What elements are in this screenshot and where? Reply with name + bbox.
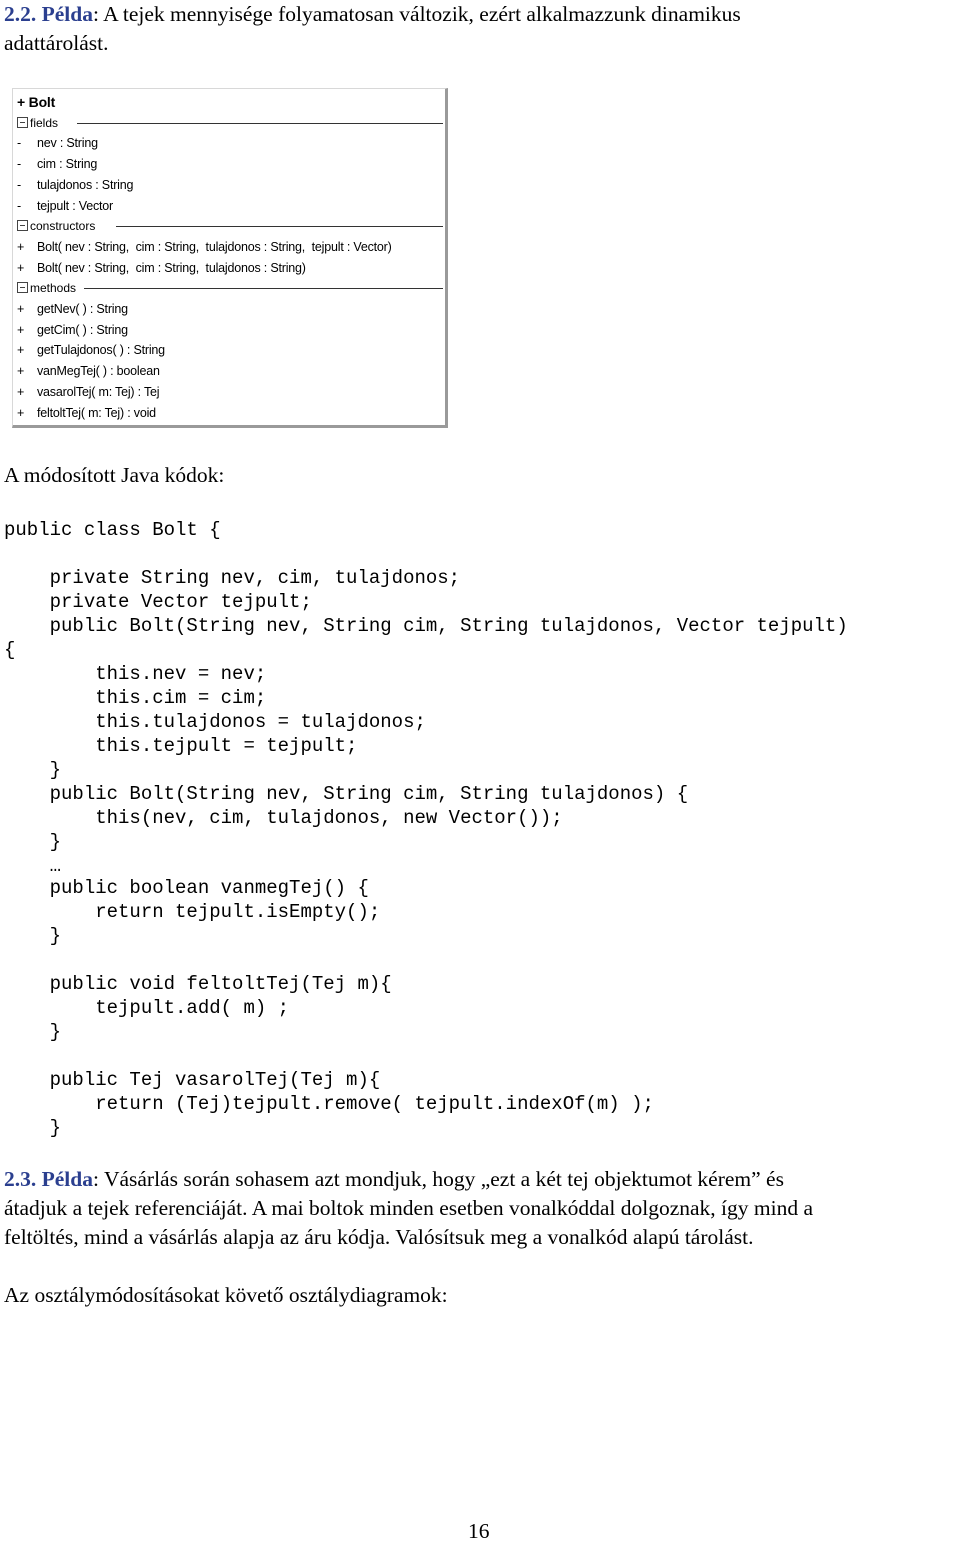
code-line: private Vector tejpult;: [4, 591, 312, 613]
method-row: [17, 342, 165, 358]
code-line: }: [4, 759, 62, 781]
constructor-row: [17, 260, 306, 276]
public-visibility-marker: +: [17, 405, 25, 420]
public-visibility-marker: +: [17, 239, 25, 254]
fields-section-label: fields: [30, 115, 59, 130]
constructor-row-text: Bolt( nev : String, cim : String, tulajdonos : String, tejpult : Vector): [37, 239, 392, 254]
example-text: : Vásárlás során sohasem azt mondjuk, hogy „ezt a két tej objektumot kérem” és: [92, 1167, 784, 1191]
code-line: public Bolt(String nev, String cim, String tulajdonos, Vector tejpult): [4, 615, 848, 637]
example-label: Példa: [41, 2, 93, 26]
private-visibility-marker: -: [17, 177, 21, 192]
field-row: [17, 135, 98, 151]
code-line: tejpult.add( m) ;: [4, 997, 290, 1019]
method-row-text: getCim( ) : String: [37, 322, 128, 337]
code-line: public void feltoltTej(Tej m){: [4, 973, 392, 995]
code-line: }: [4, 925, 62, 947]
example-2-2-heading: [4, 0, 959, 29]
code-line: this.nev = nev;: [4, 663, 267, 685]
private-visibility-marker: -: [17, 198, 21, 213]
code-line: public Bolt(String nev, String cim, String tulajdonos) {: [4, 783, 689, 805]
public-visibility-marker: +: [17, 343, 25, 358]
field-row: [17, 198, 113, 214]
method-row: [17, 405, 156, 421]
field-row-text: tulajdonos : String: [37, 177, 134, 192]
private-visibility-marker: -: [17, 136, 21, 151]
code-line: this.tejpult = tejpult;: [4, 735, 358, 757]
example-text-line2: átadjuk a tejek referenciáját. A mai boltok minden esetben vonalkóddal dolgoznak, így mind a: [4, 1196, 813, 1220]
example-number: 2.2.: [4, 2, 37, 26]
example-text-line2: adattárolást.: [4, 31, 109, 55]
code-line: public class Bolt {: [4, 519, 221, 541]
example-label: Példa: [41, 1167, 93, 1191]
example-text: : A tejek mennyisége folyamatosan változik, ezért alkalmazzunk dinamikus: [92, 2, 741, 26]
field-row-text: cim : String: [37, 157, 98, 172]
public-visibility-marker: +: [17, 364, 25, 379]
method-row-text: vasarolTej( m: Tej) : Tej: [37, 384, 160, 399]
java-intro: A módosított Java kódok:: [4, 463, 225, 487]
public-visibility-marker: +: [17, 302, 25, 316]
method-row-text: vanMegTej( ) : boolean: [37, 364, 160, 379]
public-visibility-marker: +: [17, 260, 25, 275]
field-row: [17, 156, 97, 172]
method-row-text: feltoltTej( m: Tej) : void: [37, 405, 156, 420]
section-divider: [84, 288, 443, 289]
code-line: this.tulajdonos = tulajdonos;: [4, 711, 426, 733]
field-row-text: nev : String: [37, 136, 98, 151]
code-line: public Tej vasarolTej(Tej m){: [4, 1069, 381, 1091]
diagrams-intro: Az osztálymódosításokat követő osztálydiagramok:: [4, 1283, 448, 1307]
constructor-row: [17, 239, 392, 255]
constructors-section[interactable]: [17, 218, 443, 234]
field-row-text: tejpult : Vector: [37, 198, 114, 213]
code-line: {: [4, 639, 16, 661]
method-row: [17, 363, 160, 379]
collapse-icon[interactable]: [17, 282, 28, 293]
constructor-row-text: Bolt( nev : String, cim : String, tulajdonos : String): [37, 260, 306, 275]
method-row: [17, 322, 128, 338]
constructors-section-label: constructors: [30, 219, 96, 234]
code-line: …: [4, 855, 62, 877]
private-visibility-marker: -: [17, 157, 21, 172]
collapse-icon[interactable]: [17, 220, 28, 231]
section-divider: [116, 226, 443, 227]
code-line: }: [4, 1021, 62, 1043]
method-row-text: getNev( ) : String: [37, 302, 128, 316]
class-name: + Bolt: [17, 94, 56, 110]
public-visibility-marker: +: [17, 322, 25, 337]
example-2-3-heading: [4, 1165, 959, 1194]
code-line: return (Tej)tejpult.remove( tejpult.indexOf(m) );: [4, 1093, 654, 1115]
code-line: public boolean vanmegTej() {: [4, 877, 369, 899]
code-line: }: [4, 1117, 62, 1139]
field-row: [17, 177, 133, 193]
methods-section[interactable]: [17, 280, 443, 296]
method-row-text: getTulajdonos( ) : String: [37, 343, 165, 358]
methods-section-label: methods: [30, 281, 77, 296]
collapse-icon[interactable]: [17, 117, 28, 128]
method-row: [17, 384, 159, 400]
public-visibility-marker: +: [17, 384, 25, 399]
example-number: 2.3.: [4, 1167, 37, 1191]
section-divider: [77, 123, 443, 124]
code-line: return tejpult.isEmpty();: [4, 901, 381, 923]
code-line: private String nev, cim, tulajdonos;: [4, 567, 461, 589]
code-line: this(nev, cim, tulajdonos, new Vector());: [4, 807, 563, 829]
code-line: this.cim = cim;: [4, 687, 267, 709]
fields-section[interactable]: [17, 115, 443, 131]
page-number: 16: [468, 1519, 490, 1543]
example-text-line3: feltöltés, mind a vásárlás alapja az áru kódja. Valósítsuk meg a vonalkód alapú tárolást.: [4, 1225, 754, 1249]
method-row: [17, 301, 128, 317]
uml-class-diagram: [12, 88, 448, 428]
code-line: }: [4, 831, 62, 853]
